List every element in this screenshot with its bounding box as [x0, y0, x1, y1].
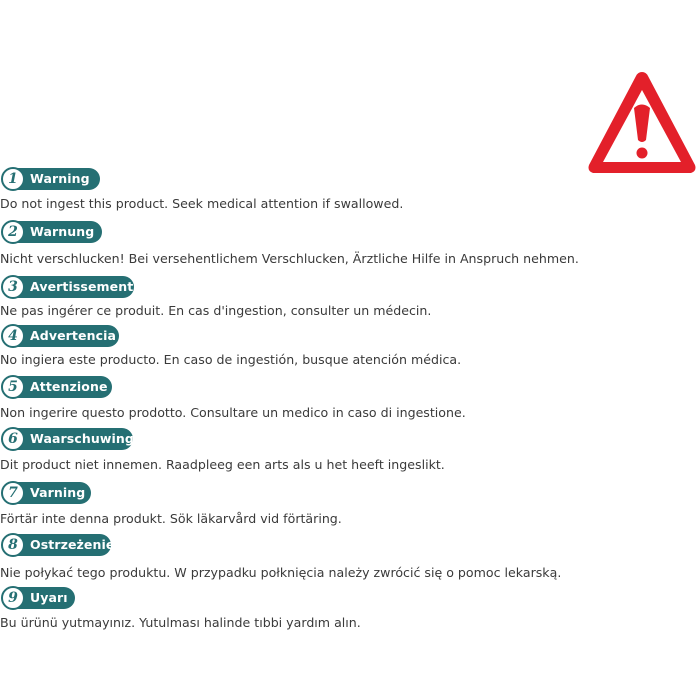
- number-circle: 8: [1, 533, 25, 557]
- warning-text-6: Dit product niet innemen. Raadpleeg een arts als u het heeft ingeslikt.: [0, 457, 445, 472]
- badge-label: Avertissement: [30, 279, 134, 294]
- number-circle: 6: [1, 427, 25, 451]
- warning-text-4: No ingiera este producto. En caso de ingestión, busque atención médica.: [0, 352, 462, 367]
- badge-label: Warning: [30, 171, 90, 186]
- warning-text-3: Ne pas ingérer ce produit. En cas d'ingestion, consulter un médecin.: [0, 303, 432, 318]
- number-circle: 7: [1, 481, 25, 505]
- warning-text-8: Nie połykać tego produktu. W przypadku połknięcia należy zwrócić się o pomoc lekarską.: [0, 565, 562, 580]
- warning-text-1: Do not ingest this product. Seek medical attention if swallowed.: [0, 196, 404, 211]
- badge-label: Uyarı: [30, 590, 68, 605]
- warning-text-2: Nicht verschlucken! Bei versehentlichem Verschlucken, Ärztliche Hilfe in Anspruch nehmen.: [0, 251, 579, 266]
- number-circle: 4: [1, 324, 25, 348]
- number-circle: 9: [1, 586, 25, 610]
- badge-label: Attenzione: [30, 379, 108, 394]
- warning-text-7: Förtär inte denna produkt. Sök läkarvård vid förtäring.: [0, 511, 342, 526]
- warning-text-9: Bu ürünü yutmayınız. Yutulması halinde tıbbi yardım alın.: [0, 615, 361, 630]
- number-circle: 5: [1, 375, 25, 399]
- badge-label: Ostrzeżenie: [30, 537, 115, 552]
- badge-label: Varning: [30, 485, 86, 500]
- badge-label: Waarschuwing: [30, 431, 134, 446]
- number-circle: 2: [1, 220, 25, 244]
- number-circle: 3: [1, 275, 25, 299]
- badge-label: Advertencia: [30, 328, 116, 343]
- warning-triangle-icon: [585, 68, 699, 180]
- number-circle: 1: [1, 167, 25, 191]
- badge-label: Warnung: [30, 224, 95, 239]
- warning-text-5: Non ingerire questo prodotto. Consultare un medico in caso di ingestione.: [0, 405, 466, 420]
